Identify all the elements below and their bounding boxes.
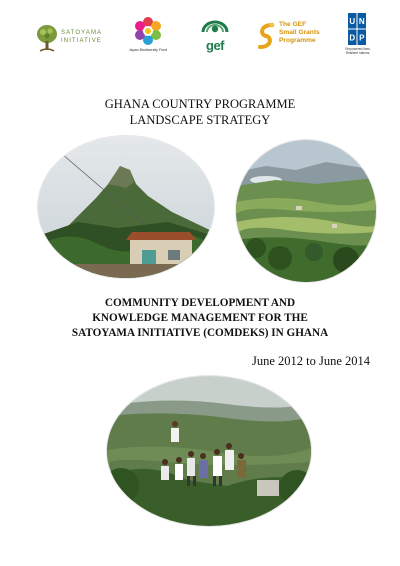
sgp-line2: Small Grants — [279, 29, 320, 36]
undp-caption-line2: Resilient nations. — [345, 51, 371, 55]
subtitle-line-2: KNOWLEDGE MANAGEMENT FOR THE — [92, 312, 308, 324]
undp-grid-icon — [348, 13, 366, 45]
document-title — [0, 96, 400, 128]
undp-caption-line1: Empowered lives. — [345, 47, 371, 51]
undp-letter-u: U — [349, 17, 356, 26]
sgp-line3: Programme — [279, 37, 316, 44]
mountain-village-photo — [38, 136, 214, 278]
japan-biodiversity-fund-logo — [126, 16, 170, 56]
jbf-caption: Japan Biodiversity Fund — [128, 48, 168, 52]
mountain-photo — [38, 136, 214, 278]
satoyama-logo-line1: SATOYAMA — [61, 30, 103, 36]
subtitle-line-3: SATOYAMA INITIATIVE (COMDEKS) IN GHANA — [71, 327, 329, 339]
sgp-logo — [256, 20, 326, 54]
flower-icon — [133, 16, 163, 46]
group-photo — [107, 376, 311, 526]
subtitle-line-1: COMMUNITY DEVELOPMENT AND — [104, 297, 296, 309]
project-title — [0, 296, 400, 341]
landscape-photo — [236, 140, 376, 282]
undp-letter-d: D — [349, 33, 356, 43]
title-line-2: LANDSCAPE STRATEGY — [129, 113, 271, 127]
title-line-1: GHANA COUNTRY PROGRAMME — [104, 97, 296, 111]
sgp-line1: The GEF — [279, 21, 307, 28]
people-on-hilltop-photo — [107, 376, 311, 526]
gef-logo — [197, 16, 233, 56]
sgp-swirl-icon — [256, 21, 276, 51]
terraced-valley-photo — [236, 140, 376, 282]
undp-logo — [344, 13, 372, 59]
satoyama-logo — [36, 22, 108, 54]
tree-icon — [36, 24, 58, 52]
satoyama-logo-line2: INITIATIVE — [61, 37, 102, 44]
gef-caption: gef — [206, 38, 224, 53]
globe-arc-icon — [200, 16, 230, 40]
undp-letter-p: P — [359, 33, 365, 43]
undp-letter-n: N — [358, 17, 365, 26]
programme-period: June 2012 to June 2014 — [252, 354, 371, 368]
